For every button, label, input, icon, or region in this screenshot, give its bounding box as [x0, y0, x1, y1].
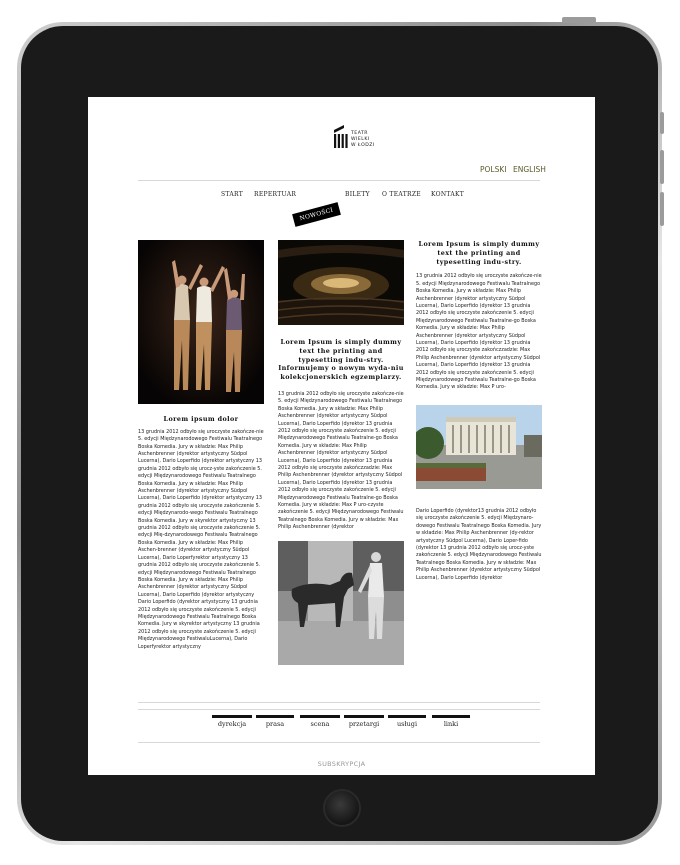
theatre-logo[interactable]: [334, 125, 384, 155]
web-page: [88, 97, 595, 775]
nav-start[interactable]: START: [221, 191, 244, 198]
left-article: [138, 415, 264, 651]
middle-article-title[interactable]: Lorem Ipsum is simply dummy text the printing and typesetting indu-stry. Informujemy o nowym wyda-niu kolekcjonerskich egzemplarzy.: [278, 338, 404, 382]
footer-bar: [212, 715, 252, 718]
horse-photo[interactable]: [278, 541, 404, 665]
theatre-building-photo[interactable]: [416, 405, 542, 489]
footer-bar: [256, 715, 294, 718]
language-polski-link[interactable]: POLSKI: [480, 165, 507, 174]
news-badge[interactable]: NOWOŚCI: [292, 202, 341, 227]
right-article-title[interactable]: Lorem Ipsum is simply dummy text the printing and typesetting indu-stry.: [418, 240, 540, 266]
nav-kontakt[interactable]: KONTAKT: [431, 191, 465, 198]
theatre-building-icon: [334, 125, 348, 149]
volume-up-button: [660, 150, 664, 184]
right-article: [416, 240, 542, 392]
dancers-photo[interactable]: [138, 240, 264, 404]
footer-link-przetargi[interactable]: przetargi: [348, 720, 380, 728]
footer-divider-top: [138, 702, 540, 703]
footer-divider-top-2: [138, 709, 540, 710]
header-divider: [138, 180, 540, 181]
footer-link-linki[interactable]: linki: [443, 720, 459, 728]
logo-line: W ŁODZI: [351, 143, 375, 148]
right-article-body-2: Dario Loperfido (dyrektor13 grudnia 2012 odbyło się uroczyste zakończenie 5. edycji Międzynaro-dowego Festiwalu Teatralnego Boska Komedia. Jury w składzie: Max Philip Aschenbrenner (dy-rektor artystyczny Südpol Lucerna), Dario Loper-fido (dyrektor 13 grudnia 2012 odbyło się urocz-yste zakończenie 5. edycji Międzynarodowego Festiwalu Teatralnego Boska Komedia. Jury w składzie: Max Philip Aschenbrenner (dyrektor artystyczny Südpol Lucerna), Dario Loperfido (dyrektor: [416, 508, 542, 581]
logo-line: TEATR: [351, 131, 368, 136]
footer-bar: [388, 715, 426, 718]
right-article-body: 13 grudnia 2012 odbyło się uroczyste zakończe-nie 5. edycji Międzynarodowego Festiwalu Teatralnego Boska Komedia. Jury w składzie: Max Philip Aschenbrenner (dyrektor artystyczny Südpol Lucerna), Dario Loperfido (dyrektor 13 grudnia 2012 odbyło się uroczyste zakończenie 5. edycji Międzynarodowego Festiwalu Teatralne-go Boska Komedia. Jury w składzie: Max Philip Aschenbrenner (dyrektor artystyczny Südpol Lucerna), Dario Loperfido (dyrektor 13 grudnia 2012 odbyło się uroczyste zakończzadzie: Max Philip Aschenbrenner (dyrektor artystyczny Südpol Lucerna), Dario Loperfido (dyrektor 13 grudnia 2012 odbyło się uroczyste zakończenie 5. edycji Międzynarodowego Festiwalu Teatralne-go Boska Komedia. Jury w składzie: Max P uro-: [416, 273, 542, 391]
home-button: [323, 789, 361, 827]
left-article-body: 13 grudnia 2012 odbyło się uroczyste zakończe-nie 5. edycji Międzynarodowego Festiwalu Teatralnego Boska Komedia. Jury w składzie: Max Philip Aschenbrenner (dyrektor artystyczny Südpol Lucerna), Dario Loperfido (dyrektor artystyczny 13 grudnia 2012 odbyło się urocz-yste zakończenie 5. edycji Międzynarodowego Festiwalu Teatralnego Boska Komedia. Jury w składzie: Max Philip Aschenbrenner (dyrektor artystyczny Südpol Lucerna), Dario Loperfido (dyrektor artystyczny 13 grudnia 2012 odbyło się uroczyste zakończenie 5. edycji Międzynarodo-wego Festiwalu Teatralnego Boska Komedia. Jury w skyrektor artystyczny 13 grudnia 2012 odbyło się uroczyste zakończenie 5. edycji Mię-dzynarodowego Festiwalu Teatralnego Boska Komedia. Jury w składzie: Max Philip Aschen-brenner (dyrektor artystyczny Südpol Lucerna), Dario Loperfyrektor artystyczny 13 grudnia 2012 odbyło się uroczyste zakończenie 5. edycji Międzynarodowego Festiwalu Teatralnego Boska Komedia. Jury w składzie: Max Philip Aschenbrenner (dyrektor artystyczny Südpol Lucerna), Dario Loperfido (dyrektor artystyczny Dario Loperfido (dyrektor artystyczny 13 grudnia 2012 odbyło się uroczyste zakończenie 5. edycji Międzynarodowego Festiwalu Teatralnego Boska Komedia. Jury w skyrektor artystyczny 13 grudnia 2012 odbyło się uroczyste zakończenie 5. edycji Międzynarodowego FestiwaluLucerna), Dario Loperfyrektor artystyczny: [138, 428, 264, 650]
footer-bar: [300, 715, 340, 718]
logo-wordmark: [351, 131, 375, 149]
footer-divider-bottom: [138, 742, 540, 743]
footer-link-prasa[interactable]: prasa: [265, 720, 285, 728]
middle-article: [278, 338, 404, 532]
left-article-title[interactable]: Lorem ipsum dolor: [163, 415, 239, 423]
language-english-link[interactable]: ENGLISH: [513, 165, 546, 174]
nav-repertuar[interactable]: REPERTUAR: [254, 191, 297, 198]
theatre-hall-photo[interactable]: [278, 240, 404, 325]
mute-switch: [660, 112, 664, 134]
nav-o-teatrze[interactable]: O TEATRZE: [382, 191, 421, 198]
right-article-continued: [416, 508, 542, 582]
power-button: [562, 17, 596, 23]
footer-link-uslugi[interactable]: usługi: [396, 720, 418, 728]
nav-bilety[interactable]: BILETY: [345, 191, 370, 198]
volume-down-button: [660, 192, 664, 226]
footer-link-scena[interactable]: scena: [310, 720, 330, 728]
middle-article-body: 13 grudnia 2012 odbyło się uroczyste zakończe-nie 5. edycji Międzynarodowego Festiwalu Teatralnego Boska Komedia. Jury w składzie: Max Philip Aschenbrenner (dyrektor artystyczny Südpol Lucerna), Dario Loperfido (dyrektor 13 grudnia 2012 odbyło się uroczyste zakończenie 5. edycji Międzynarodowego Festiwalu Teatralne-go Boska Komedia. Jury w składzie: Max Philip Aschenbrenner (dyrektor artystyczny Südpol Lucerna), Dario Loperfido (dyrektor 13 grudnia 2012 odbyło się uroczyste zakończzadzie: Max Philip Aschenbrenner (dyrektor artystyczny Südpol Lucerna), Dario Loperfido (dyrektor 13 grudnia 2012 odbyło się uroczyste zakończenie 5. edycji Międzynarodowego Festiwalu Teatralne-go Boska Komedia. Jury w składzie: Max P uro-czyste zakończenie 5. edycji Międzynarodowego Festiwalu Teatralnego Boska Komedia. Jury w składzie: Max Philip Aschenbrenner (dyrektor: [278, 390, 404, 531]
footer-bar: [432, 715, 470, 718]
logo-line: WIELKI: [351, 137, 370, 142]
footer-link-dyrekcja[interactable]: dyrekcja: [217, 720, 247, 728]
footer-bar: [344, 715, 384, 718]
subscribe-link[interactable]: SUBSKRYPCJA: [317, 760, 366, 768]
